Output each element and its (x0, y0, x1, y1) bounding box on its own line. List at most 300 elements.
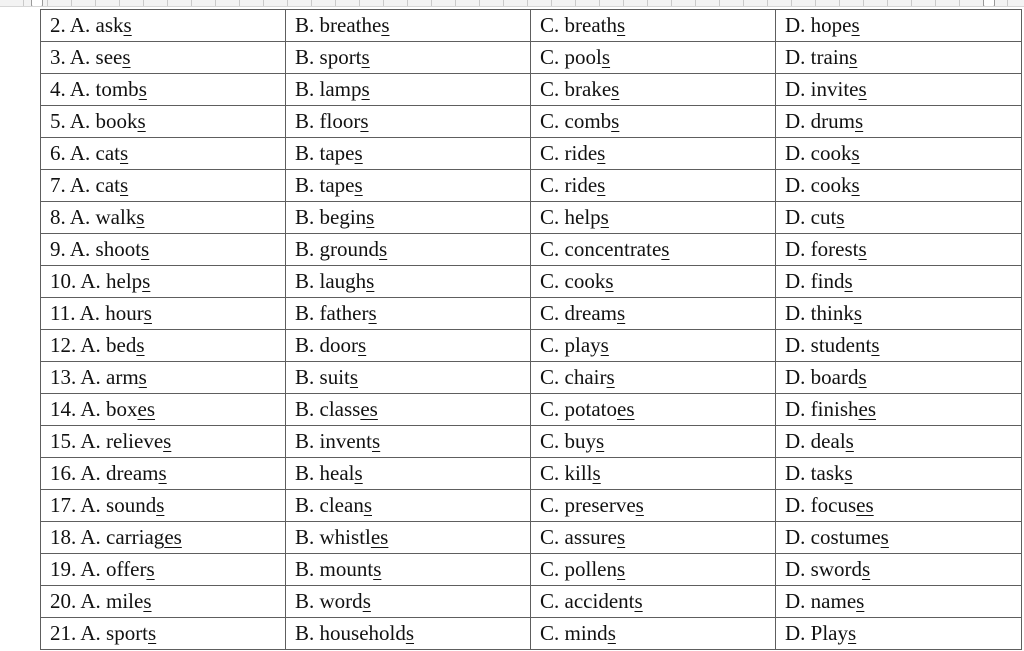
answer-option-cell[interactable] (286, 266, 531, 298)
option-word-stem: help (106, 269, 143, 293)
underlined-ending: s (611, 109, 620, 133)
answer-option-cell[interactable] (776, 522, 1022, 554)
option-letter: B. (295, 141, 315, 165)
option-letter: D. (785, 109, 806, 133)
option-word-stem: suit (319, 365, 350, 389)
option-letter: D. (785, 525, 806, 549)
underlined-ending: s (661, 237, 670, 261)
question-number: 3. (50, 45, 66, 69)
question-row (41, 42, 1022, 74)
option-word-stem: ask (95, 13, 124, 37)
underlined-ending: s (635, 493, 644, 517)
option-letter: C. (540, 237, 560, 261)
option-letter: C. (540, 461, 560, 485)
option-word-stem: father (319, 301, 369, 325)
question-row (41, 10, 1022, 42)
answer-option-cell[interactable] (531, 458, 776, 490)
option-word-stem: find (810, 269, 845, 293)
option-letter: C. (540, 77, 560, 101)
answer-option-cell[interactable] (776, 362, 1022, 394)
underlined-ending: s (851, 173, 860, 197)
underlined-ending: s (362, 589, 371, 613)
answer-option-cell[interactable] (776, 10, 1022, 42)
option-word-stem: play (564, 333, 601, 357)
question-row (41, 202, 1022, 234)
underlined-ending: s (862, 557, 871, 581)
option-word-stem: kill (564, 461, 593, 485)
question-number: 5. (50, 109, 66, 133)
answer-option-cell[interactable] (286, 522, 531, 554)
answer-option-cell[interactable] (286, 554, 531, 586)
answer-option-cell[interactable] (531, 490, 776, 522)
underlined-ending: s (158, 461, 167, 485)
answer-option-cell[interactable] (531, 362, 776, 394)
question-number: 20. (50, 589, 77, 613)
option-word-stem: walk (95, 205, 137, 229)
option-letter: D. (785, 269, 806, 293)
option-letter: B. (295, 77, 315, 101)
option-letter: C. (540, 301, 560, 325)
underlined-ending: s (361, 45, 370, 69)
underlined-ending: s (143, 589, 152, 613)
answer-option-cell[interactable] (531, 138, 776, 170)
option-letter: A. (69, 13, 91, 37)
underlined-ending: s (354, 173, 363, 197)
underlined-ending: s (146, 557, 155, 581)
answer-option-cell[interactable] (286, 618, 531, 650)
option-letter: C. (540, 13, 560, 37)
question-row (41, 138, 1022, 170)
option-word-stem: board (810, 365, 859, 389)
option-word-stem: sound (106, 493, 157, 517)
question-number: 17. (50, 493, 77, 517)
answer-option-cell[interactable] (531, 170, 776, 202)
option-word-stem: relieve (106, 429, 164, 453)
option-word-stem: hope (810, 13, 852, 37)
underlined-ending: s (853, 301, 863, 325)
option-word-stem: dream (564, 301, 617, 325)
answer-option-cell[interactable] (776, 618, 1022, 650)
option-letter: C. (540, 589, 560, 613)
option-letter: A. (80, 557, 101, 581)
option-letter: B. (295, 237, 315, 261)
answer-option-cell[interactable] (41, 394, 286, 426)
answer-option-cell[interactable] (41, 522, 286, 554)
question-row (41, 106, 1022, 138)
option-word-stem: accident (564, 589, 635, 613)
option-word-stem: word (319, 589, 363, 613)
option-letter: A. (69, 45, 91, 69)
option-letter: C. (540, 397, 560, 421)
answer-option-cell[interactable] (531, 330, 776, 362)
answer-option-cell[interactable] (41, 170, 286, 202)
option-word-stem: arm (106, 365, 139, 389)
answer-option-cell[interactable] (531, 618, 776, 650)
answer-option-cell[interactable] (776, 106, 1022, 138)
answer-option-cell[interactable] (286, 138, 531, 170)
question-number: 13. (50, 365, 77, 389)
option-word-stem: laugh (319, 269, 367, 293)
answer-option-cell[interactable] (776, 42, 1022, 74)
option-word-stem: chair (564, 365, 607, 389)
underlined-ending: es (856, 493, 874, 517)
ruler-tick-marks (0, 0, 1024, 6)
underlined-ending: s (858, 365, 867, 389)
answer-option-cell[interactable] (776, 234, 1022, 266)
answer-option-cell[interactable] (41, 586, 286, 618)
option-word-stem: costume (810, 525, 881, 549)
option-word-stem: mount (319, 557, 374, 581)
option-letter: C. (540, 173, 560, 197)
question-row (41, 618, 1022, 650)
answer-option-cell[interactable] (531, 554, 776, 586)
option-letter: D. (785, 205, 806, 229)
underlined-ending: s (138, 365, 147, 389)
answer-option-cell[interactable] (531, 234, 776, 266)
underlined-ending: s (600, 333, 609, 357)
underlined-ending: s (363, 493, 372, 517)
option-word-stem: sport (106, 621, 149, 645)
option-letter: B. (295, 557, 315, 581)
option-word-stem: help (564, 205, 601, 229)
option-letter: D. (785, 141, 806, 165)
option-word-stem: potato (564, 397, 618, 421)
question-number: 12. (50, 333, 77, 357)
option-word-stem: mile (106, 589, 144, 613)
question-row (41, 266, 1022, 298)
answer-option-cell[interactable] (286, 426, 531, 458)
option-letter: A. (80, 269, 101, 293)
underlined-ending: s (354, 141, 363, 165)
option-letter: B. (295, 109, 315, 133)
answer-option-cell[interactable] (286, 202, 531, 234)
option-word-stem: deal (810, 429, 846, 453)
underlined-ending: s (156, 493, 165, 517)
option-letter: A. (80, 525, 101, 549)
question-number: 11. (50, 301, 76, 325)
question-row (41, 522, 1022, 554)
option-word-stem: buy (564, 429, 597, 453)
answer-option-cell[interactable] (286, 42, 531, 74)
answer-option-cell[interactable] (286, 490, 531, 522)
option-letter: C. (540, 365, 560, 389)
answer-option-cell[interactable] (41, 138, 286, 170)
option-letter: D. (785, 429, 806, 453)
answer-option-cell[interactable] (41, 330, 286, 362)
answer-option-cell[interactable] (776, 74, 1022, 106)
underlined-ending: s (634, 589, 643, 613)
underlined-ending: s (138, 77, 147, 101)
underlined-ending: s (381, 13, 390, 37)
option-letter: D. (785, 621, 806, 645)
option-letter: A. (80, 461, 101, 485)
option-word-stem: Play (810, 621, 849, 645)
option-letter: A. (69, 109, 91, 133)
underlined-ending: s (141, 237, 150, 261)
option-letter: B. (295, 173, 315, 197)
option-letter: D. (785, 237, 806, 261)
answer-option-cell[interactable] (41, 298, 286, 330)
underlined-ending: s (120, 173, 129, 197)
option-letter: B. (295, 429, 315, 453)
option-letter: A. (69, 141, 91, 165)
underlined-ending: s (596, 429, 605, 453)
answer-option-cell[interactable] (776, 330, 1022, 362)
answer-option-cell[interactable] (41, 106, 286, 138)
question-row (41, 330, 1022, 362)
option-word-stem: forest (810, 237, 859, 261)
option-word-stem: whistl (319, 525, 371, 549)
underlined-ending: s (851, 141, 860, 165)
option-word-stem: cook (810, 173, 852, 197)
answer-option-cell[interactable] (531, 394, 776, 426)
answer-option-cell[interactable] (41, 234, 286, 266)
question-row (41, 554, 1022, 586)
option-letter: C. (540, 205, 560, 229)
option-word-stem: breathe (319, 13, 382, 37)
answer-option-cell[interactable] (776, 490, 1022, 522)
option-letter: C. (540, 141, 560, 165)
underlined-ending: s (405, 621, 415, 645)
question-number: 2. (50, 13, 66, 37)
option-word-stem: breath (564, 13, 617, 37)
answer-option-cell[interactable] (531, 202, 776, 234)
answer-option-cell[interactable] (776, 458, 1022, 490)
answer-option-cell[interactable] (286, 10, 531, 42)
underlined-ending: s (855, 109, 864, 133)
option-word-stem: tape (319, 173, 355, 197)
option-word-stem: cat (95, 141, 120, 165)
option-letter: A. (80, 493, 101, 517)
option-word-stem: offer (106, 557, 147, 581)
question-row (41, 490, 1022, 522)
answer-option-cell[interactable] (41, 10, 286, 42)
option-letter: D. (785, 333, 806, 357)
option-letter: A. (69, 205, 91, 229)
option-letter: B. (295, 333, 315, 357)
option-word-stem: concentrate (564, 237, 662, 261)
underlined-ending: s (137, 109, 146, 133)
question-number: 10. (50, 269, 77, 293)
answer-option-cell[interactable] (286, 106, 531, 138)
option-letter: A. (80, 365, 101, 389)
underlined-ending: s (366, 205, 375, 229)
underlined-ending: s (880, 525, 889, 549)
answer-option-cell[interactable] (531, 522, 776, 554)
answer-option-cell[interactable] (776, 394, 1022, 426)
answer-option-cell[interactable] (776, 170, 1022, 202)
answer-option-cell[interactable] (41, 554, 286, 586)
answer-option-cell[interactable] (776, 266, 1022, 298)
underlined-ending: s (601, 45, 611, 69)
question-row (41, 426, 1022, 458)
option-letter: A. (79, 301, 100, 325)
question-number: 7. (50, 173, 66, 197)
option-letter: B. (295, 13, 315, 37)
underlined-ending: s (373, 557, 382, 581)
option-letter: D. (785, 557, 806, 581)
option-letter: B. (295, 45, 315, 69)
answer-option-cell[interactable] (776, 554, 1022, 586)
option-word-stem: cat (95, 173, 120, 197)
answer-option-cell[interactable] (41, 42, 286, 74)
answer-option-cell[interactable] (286, 394, 531, 426)
question-number: 19. (50, 557, 77, 581)
answer-option-cell[interactable] (531, 106, 776, 138)
question-row (41, 74, 1022, 106)
pronunciation-exercise-table (40, 9, 1022, 650)
option-word-stem: cut (810, 205, 837, 229)
underlined-ending: s (600, 205, 609, 229)
question-number: 9. (50, 237, 66, 261)
option-word-stem: begin (319, 205, 367, 229)
underlined-ending: s (844, 461, 853, 485)
underlined-ending: s (871, 333, 880, 357)
underlined-ending: s (592, 461, 601, 485)
option-word-stem: shoot (95, 237, 142, 261)
option-word-stem: focus (810, 493, 857, 517)
option-letter: A. (80, 333, 101, 357)
question-row (41, 234, 1022, 266)
option-word-stem: hour (105, 301, 144, 325)
underlined-ending: s (366, 269, 375, 293)
underlined-ending: s (617, 13, 626, 37)
underlined-ending: es (370, 525, 389, 549)
option-word-stem: mind (564, 621, 608, 645)
option-letter: D. (785, 589, 806, 613)
underlined-ending: s (611, 77, 620, 101)
underlined-ending: s (122, 45, 131, 69)
option-word-stem: lamp (319, 77, 362, 101)
answer-option-cell[interactable] (286, 586, 531, 618)
horizontal-ruler[interactable] (0, 0, 1024, 7)
option-letter: C. (540, 45, 560, 69)
answer-option-cell[interactable] (41, 490, 286, 522)
underlined-ending: s (354, 461, 363, 485)
answer-option-cell[interactable] (286, 234, 531, 266)
answer-option-cell[interactable] (531, 42, 776, 74)
option-word-stem: pollen (564, 557, 618, 581)
option-word-stem: train (810, 45, 850, 69)
underlined-ending: s (163, 429, 172, 453)
answer-option-cell[interactable] (41, 266, 286, 298)
question-number: 15. (50, 429, 77, 453)
answer-option-cell[interactable] (531, 298, 776, 330)
underlined-ending: s (123, 13, 132, 37)
underlined-ending: s (617, 557, 626, 581)
underlined-ending: s (360, 109, 369, 133)
answer-option-cell[interactable] (531, 266, 776, 298)
underlined-ending: s (849, 45, 858, 69)
option-letter: A. (80, 621, 101, 645)
right-indent-marker[interactable] (983, 0, 995, 7)
underlined-ending: s (361, 77, 370, 101)
option-word-stem: invent (319, 429, 373, 453)
answer-option-cell[interactable] (41, 202, 286, 234)
left-indent-marker[interactable] (31, 0, 43, 7)
answer-option-cell[interactable] (531, 586, 776, 618)
option-letter: A. (80, 429, 101, 453)
question-number: 8. (50, 205, 66, 229)
underlined-ending: s (136, 333, 145, 357)
option-word-stem: door (319, 333, 359, 357)
option-letter: C. (540, 269, 560, 293)
underlined-ending: s (851, 13, 860, 37)
answer-option-cell[interactable] (41, 74, 286, 106)
answer-option-cell[interactable] (41, 426, 286, 458)
answer-option-cell[interactable] (531, 10, 776, 42)
underlined-ending: s (368, 301, 377, 325)
underlined-ending: s (845, 429, 854, 453)
answer-option-cell[interactable] (286, 362, 531, 394)
underlined-ending: s (372, 429, 381, 453)
option-letter: B. (295, 493, 315, 517)
answer-option-cell[interactable] (776, 298, 1022, 330)
answer-option-cell[interactable] (776, 202, 1022, 234)
option-word-stem: cook (564, 269, 606, 293)
answer-option-cell[interactable] (286, 74, 531, 106)
option-word-stem: drum (810, 109, 855, 133)
answer-option-cell[interactable] (531, 426, 776, 458)
underlined-ending: s (597, 173, 606, 197)
question-number: 21. (50, 621, 77, 645)
option-letter: B. (295, 301, 315, 325)
answer-option-cell[interactable] (286, 170, 531, 202)
underlined-ending: s (605, 269, 614, 293)
option-letter: B. (295, 621, 315, 645)
underlined-ending: s (148, 621, 157, 645)
underlined-ending: s (844, 269, 853, 293)
option-word-stem: heal (319, 461, 355, 485)
answer-option-cell[interactable] (776, 426, 1022, 458)
option-letter: D. (785, 301, 806, 325)
underlined-ending: s (606, 365, 615, 389)
question-number: 18. (50, 525, 77, 549)
answer-option-cell[interactable] (41, 618, 286, 650)
option-word-stem: box (106, 397, 138, 421)
option-letter: C. (540, 333, 560, 357)
underlined-ending: es (858, 397, 877, 421)
answer-option-cell[interactable] (776, 586, 1022, 618)
option-word-stem: student (810, 333, 872, 357)
answer-option-cell[interactable] (531, 74, 776, 106)
answer-option-cell[interactable] (41, 362, 286, 394)
option-letter: A. (69, 173, 91, 197)
option-letter: D. (785, 365, 806, 389)
option-word-stem: finish (810, 397, 859, 421)
option-word-stem: ride (564, 173, 598, 197)
answer-option-cell[interactable] (286, 330, 531, 362)
option-letter: D. (785, 45, 806, 69)
option-letter: C. (540, 557, 560, 581)
answer-option-cell[interactable] (776, 138, 1022, 170)
answer-option-cell[interactable] (41, 458, 286, 490)
underlined-ending: s (358, 333, 367, 357)
option-letter: B. (295, 397, 315, 421)
option-word-stem: comb (564, 109, 612, 133)
answer-option-cell[interactable] (286, 458, 531, 490)
option-word-stem: preserve (564, 493, 636, 517)
underlined-ending: s (142, 269, 151, 293)
underlined-ending: es (164, 525, 182, 549)
question-row (41, 170, 1022, 202)
option-word-stem: assure (564, 525, 617, 549)
option-letter: C. (540, 109, 560, 133)
option-letter: B. (295, 589, 315, 613)
underlined-ending: s (617, 525, 626, 549)
answer-option-cell[interactable] (286, 298, 531, 330)
option-word-stem: book (95, 109, 138, 133)
